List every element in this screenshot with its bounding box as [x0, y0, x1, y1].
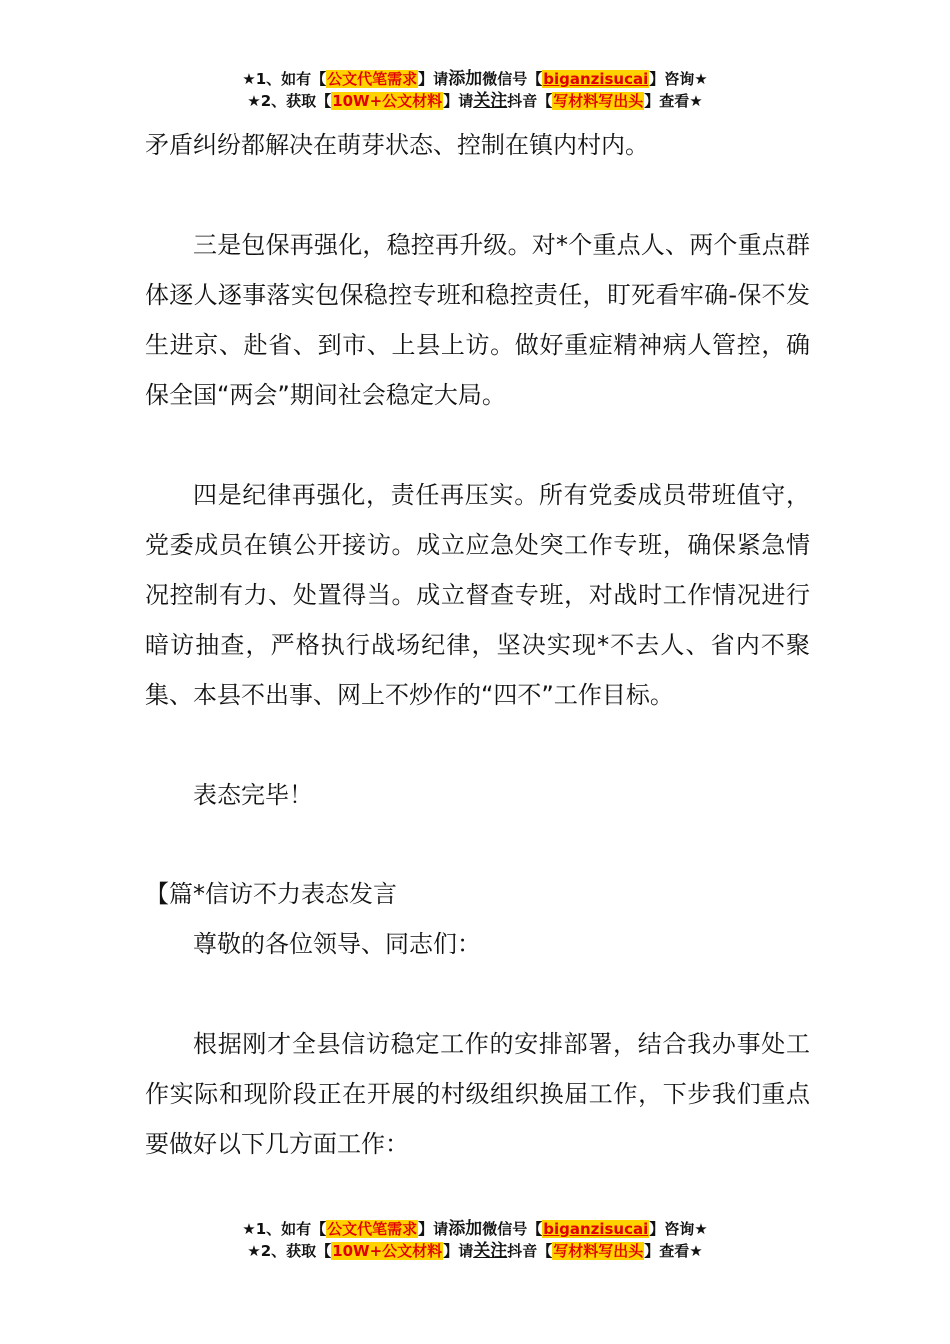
- highlight-materials: 10W+公文材料: [332, 92, 443, 110]
- banner-text: 】请: [443, 92, 474, 110]
- footer-ad-banner: [0, 1218, 950, 1262]
- banner-text: 抖音【: [507, 1242, 553, 1260]
- douyin-account: 写材料写出头: [553, 92, 644, 110]
- closing-statement: 表态完毕！: [193, 781, 313, 809]
- banner-line-2: [0, 1240, 950, 1262]
- douyin-account: 写材料写出头: [553, 1242, 644, 1260]
- banner-emphasis: 添加: [448, 1219, 483, 1239]
- banner-text: 】咨询★: [649, 70, 708, 88]
- banner-text: ★1、如有【: [242, 70, 327, 88]
- banner-text: 】请: [418, 70, 449, 88]
- banner-text: 微信号【: [482, 70, 543, 88]
- section-heading: 【篇*信访不力表态发言: [145, 880, 397, 908]
- highlight-service: 公文代笔需求: [327, 70, 418, 88]
- header-ad-banner: [0, 68, 950, 112]
- document-body: [145, 120, 810, 1169]
- banner-text: 】查看★: [644, 1242, 703, 1260]
- paragraph-1: 矛盾纠纷都解决在萌芽状态、控制在镇内村内。: [145, 131, 649, 159]
- paragraph-3: 四是纪律再强化，责任再压实。所有党委成员带班值守，党委成员在镇公开接访。成立应急处突工作专班，确保紧急情况控制有力、处置得当。成立督查专班，对战时工作情况进行暗访抽查，严格执行战场纪律，坚决实现*不去人、省内不聚集、本县不出事、网上不炒作的“四不”工作目标。: [145, 481, 810, 709]
- banner-text: ★2、获取【: [247, 1242, 332, 1260]
- banner-text: ★2、获取【: [247, 92, 332, 110]
- banner-text: 微信号【: [482, 1220, 543, 1238]
- banner-text: 】请: [418, 1220, 449, 1238]
- banner-emphasis: 添加: [448, 69, 483, 89]
- highlight-service: 公文代笔需求: [327, 1220, 418, 1238]
- wechat-id-link[interactable]: biganzisucai: [543, 70, 649, 88]
- banner-text: 】咨询★: [649, 1220, 708, 1238]
- paragraph-2: 三是包保再强化，稳控再升级。对*个重点人、两个重点群体逐人逐事落实包保稳控专班和稳控责任，盯死看牢确-保不发生进京、赴省、到市、上县上访。做好重症精神病人管控，确保全国“两会”期间社会稳定大局。: [145, 231, 810, 409]
- banner-text: 抖音【: [507, 92, 553, 110]
- banner-emphasis: 关注: [473, 91, 508, 111]
- paragraph-5: 根据刚才全县信访稳定工作的安排部署，结合我办事处工作实际和现阶段正在开展的村级组织换届工作，下步我们重点要做好以下几方面工作：: [145, 1030, 810, 1158]
- banner-emphasis: 关注: [473, 1241, 508, 1261]
- banner-line-1: [0, 1218, 950, 1240]
- wechat-id-link[interactable]: biganzisucai: [543, 1220, 649, 1238]
- banner-text: ★1、如有【: [242, 1220, 327, 1238]
- highlight-materials: 10W+公文材料: [332, 1242, 443, 1260]
- banner-line-1: [0, 68, 950, 90]
- salutation: 尊敬的各位领导、同志们：: [193, 930, 481, 958]
- banner-line-2: [0, 90, 950, 112]
- banner-text: 】查看★: [644, 92, 703, 110]
- banner-text: 】请: [443, 1242, 474, 1260]
